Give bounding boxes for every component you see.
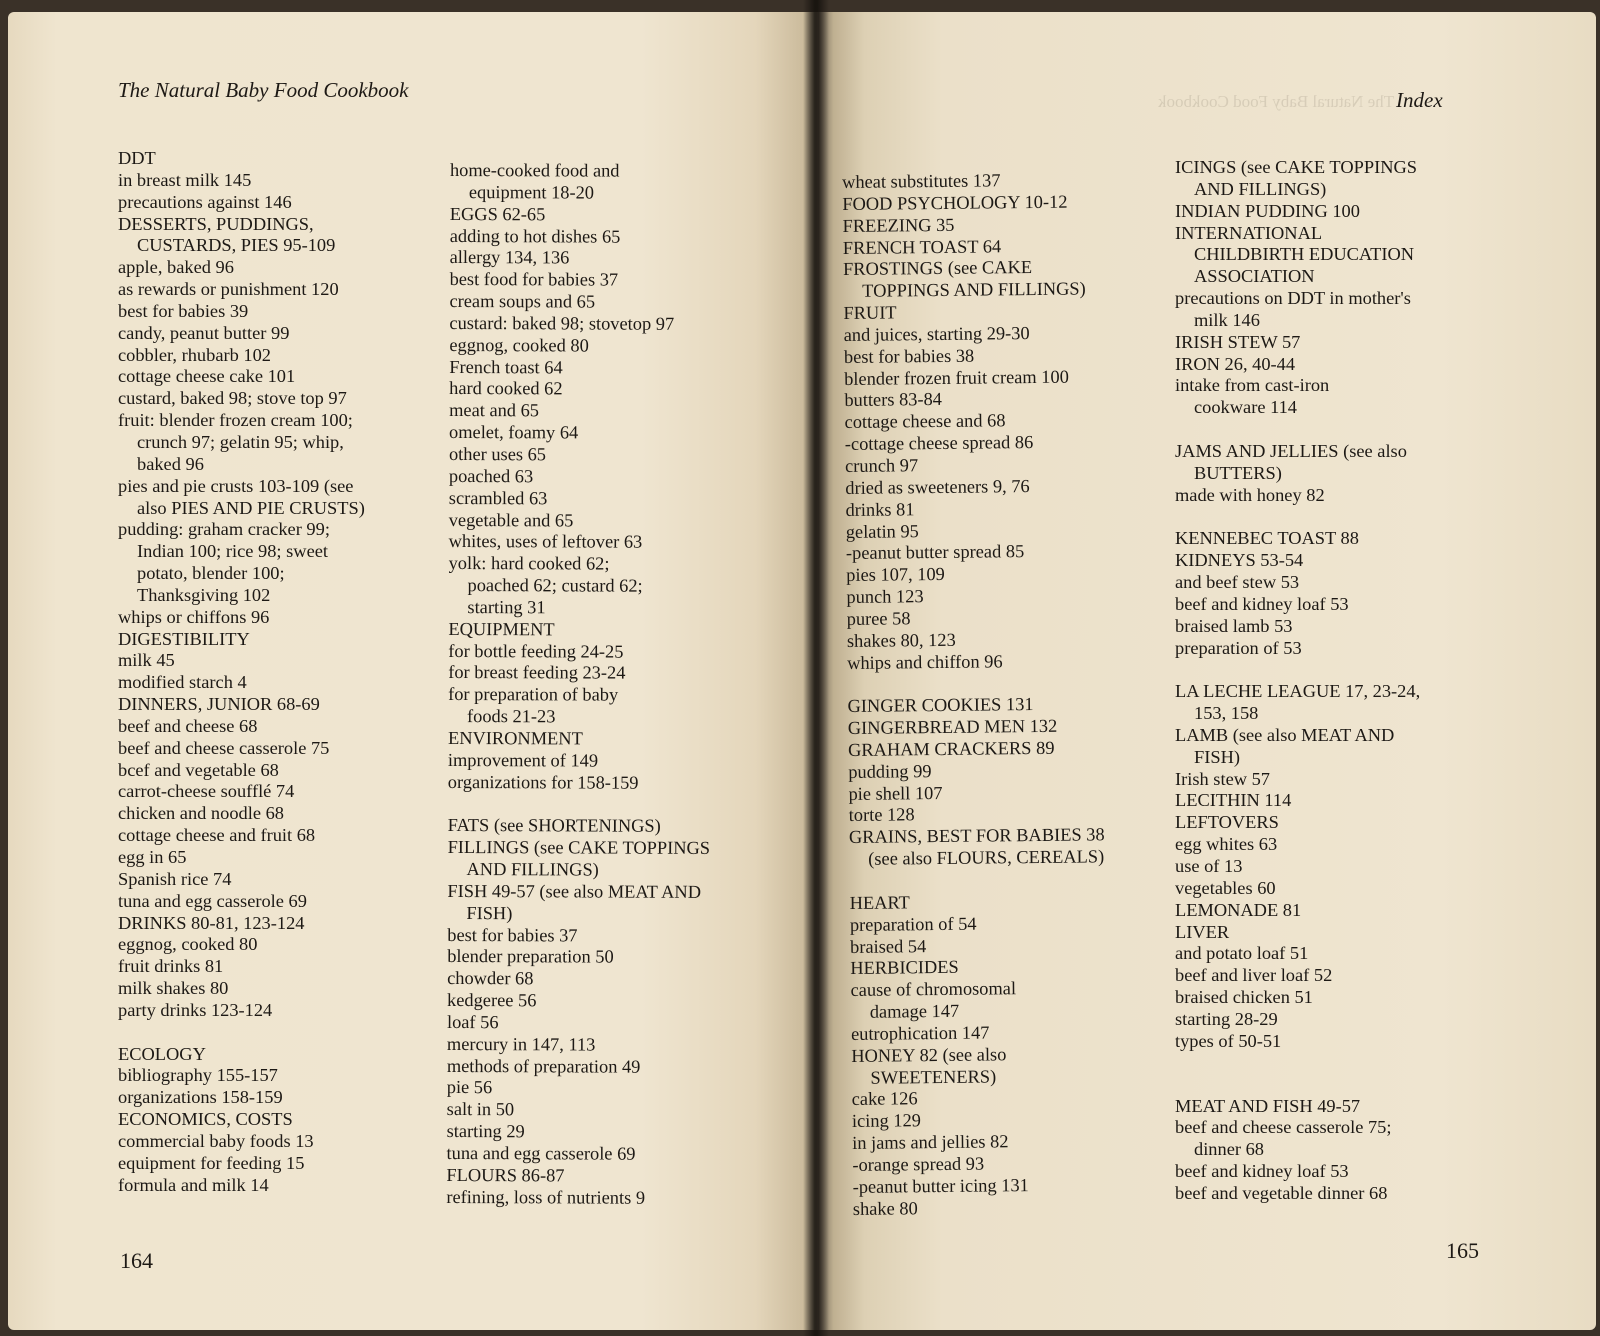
- index-entry: organizations 158-159: [118, 1087, 283, 1108]
- index-entry: salt in 50: [446, 1099, 515, 1120]
- index-entry: blender frozen fruit cream 100: [844, 366, 1069, 389]
- index-entry: MEAT AND FISH 49-57: [1175, 1095, 1361, 1116]
- index-entry: HERBICIDES: [850, 957, 959, 979]
- index-entry: LIVER: [1175, 921, 1230, 942]
- index-entry: preparation of 54: [849, 913, 977, 935]
- index-entry: starting 28-29: [1175, 1008, 1278, 1029]
- index-entry: beef and kidney loaf 53: [1175, 1161, 1349, 1182]
- index-entry: shakes 80, 123: [846, 629, 956, 651]
- index-entry: DRINKS 80-81, 123-124: [118, 912, 305, 933]
- index-entry: -orange spread 93: [852, 1153, 985, 1175]
- index-entry: in breast milk 145: [118, 169, 252, 190]
- index-entry: GRAHAM CRACKERS 89: [847, 737, 1055, 760]
- index-entry: dinner 68: [1194, 1139, 1264, 1160]
- index-entry: DESSERTS, PUDDINGS,: [118, 213, 314, 234]
- index-entry: HONEY 82 (see also: [851, 1044, 1007, 1066]
- index-entry: FILLINGS (see CAKE TOPPINGS: [447, 837, 711, 859]
- index-entry: ASSOCIATION: [1194, 266, 1315, 287]
- index-entry: mercury in 147, 113: [446, 1033, 596, 1055]
- index-entry: Indian 100; rice 98; sweet: [137, 541, 329, 562]
- index-entry: cottage cheese and fruit 68: [118, 825, 316, 846]
- index-entry: FISH): [1194, 746, 1240, 767]
- index-entry: French toast 64: [449, 356, 563, 377]
- index-entry: yolk: hard cooked 62;: [448, 553, 610, 574]
- index-entry: crunch 97: [844, 455, 919, 476]
- index-entry: pies and pie crusts 103-109 (see: [118, 475, 354, 496]
- index-entry: INDIAN PUDDING 100: [1175, 200, 1360, 221]
- index-entry: FATS (see SHORTENINGS): [447, 815, 661, 837]
- left-page: [8, 12, 820, 1330]
- index-entry: cottage cheese and 68: [844, 410, 1006, 433]
- index-entry: LEFTOVERS: [1175, 812, 1279, 833]
- index-entry: whips or chiffons 96: [118, 606, 270, 627]
- index-entry: FRENCH TOAST 64: [842, 235, 1002, 258]
- index-entry: chowder 68: [447, 968, 534, 989]
- index-entry: loaf 56: [446, 1011, 499, 1033]
- index-entry: cottage cheese cake 101: [118, 366, 296, 387]
- index-entry: formula and milk 14: [118, 1174, 269, 1195]
- index-entry: KIDNEYS 53-54: [1175, 550, 1304, 571]
- index-entry: preparation of 53: [1175, 637, 1302, 658]
- page-number-left: 164: [120, 1248, 153, 1273]
- index-entry: beef and cheese 68: [118, 715, 258, 736]
- index-entry: braised chicken 51: [1175, 987, 1313, 1008]
- index-entry: butters 83-84: [844, 389, 943, 411]
- index-entry: Spanish rice 74: [118, 868, 232, 889]
- index-entry: custard: baked 98; stovetop 97: [449, 312, 675, 334]
- index-entry: IRISH STEW 57: [1175, 331, 1301, 352]
- index-entry: drinks 81: [845, 498, 915, 520]
- index-entry: cookware 114: [1194, 397, 1297, 418]
- index-entry: -cottage cheese spread 86: [844, 432, 1034, 455]
- index-entry: pies 107, 109: [846, 564, 945, 586]
- index-entry: (see also FLOURS, CEREALS): [868, 846, 1105, 869]
- index-entry: BUTTERS): [1194, 462, 1282, 483]
- index-entry: home-cooked food and: [449, 160, 620, 181]
- index-entry: equipment 18-20: [468, 181, 595, 203]
- index-entry: milk shakes 80: [118, 978, 229, 999]
- index-entry: FREEZING 35: [842, 214, 955, 236]
- index-entry: chicken and noodle 68: [118, 803, 284, 824]
- index-entry: meat and 65: [449, 400, 540, 421]
- index-entry: methods of preparation 49: [446, 1055, 641, 1077]
- index-entry: beef and liver loaf 52: [1175, 965, 1333, 986]
- index-entry: beef and cheese casserole 75;: [1175, 1117, 1392, 1138]
- index-entry: starting 29: [446, 1121, 525, 1142]
- index-entry: use of 13: [1175, 856, 1243, 876]
- index-entry: FROSTINGS (see CAKE: [842, 257, 1033, 280]
- index-entry: FISH): [466, 902, 513, 923]
- index-entry: fruit: blender frozen cream 100;: [118, 410, 353, 431]
- index-entry: DDT: [118, 148, 156, 168]
- index-entry: party drinks 123-124: [118, 999, 273, 1020]
- index-entry: DIGESTIBILITY: [118, 628, 250, 649]
- index-entry: commercial baby foods 13: [118, 1130, 314, 1151]
- index-column-1: [118, 148, 365, 1197]
- index-entry: egg whites 63: [1175, 834, 1278, 855]
- index-entry: and potato loaf 51: [1175, 943, 1309, 964]
- index-entry: baked 96: [137, 453, 204, 474]
- index-entry: GINGERBREAD MEN 132: [847, 715, 1058, 739]
- index-entry: wheat substitutes 137: [842, 170, 1001, 192]
- index-entry: 153, 158: [1194, 703, 1259, 724]
- right-page: [818, 12, 1596, 1330]
- index-entry: best for babies 38: [843, 345, 975, 367]
- index-entry: puree 58: [846, 608, 911, 629]
- index-entry: crunch 97; gelatin 95; whip,: [137, 431, 344, 452]
- index-entry: candy, peanut butter 99: [118, 322, 290, 343]
- index-entry: braised lamb 53: [1175, 615, 1293, 636]
- index-entry: TOPPINGS AND FILLINGS): [862, 278, 1086, 302]
- index-entry: egg in 65: [118, 847, 187, 867]
- index-entry: DINNERS, JUNIOR 68-69: [118, 694, 320, 715]
- index-entry: milk 45: [118, 650, 175, 671]
- index-entry: blender preparation 50: [447, 946, 614, 967]
- index-entry: poached 63: [448, 465, 534, 487]
- running-head-right: Index: [1396, 88, 1443, 112]
- index-entry: ECONOMICS, COSTS: [118, 1109, 293, 1130]
- running-head-left: The Natural Baby Food Cookbook: [118, 78, 409, 102]
- index-entry: eggnog, cooked 80: [118, 934, 258, 955]
- index-entry: pudding 99: [848, 760, 932, 782]
- index-entry: pie shell 107: [848, 782, 943, 804]
- index-entry: GRAINS, BEST FOR BABIES 38: [848, 824, 1105, 848]
- index-entry: cream soups and 65: [449, 291, 596, 312]
- index-entry: JAMS AND JELLIES (see also: [1175, 440, 1407, 461]
- index-entry: pie 56: [446, 1077, 493, 1098]
- index-entry: whips and chiffon 96: [847, 650, 1003, 673]
- index-entry: scrambled 63: [448, 487, 548, 508]
- index-entry: -peanut butter icing 131: [852, 1174, 1029, 1197]
- index-entry: intake from cast-iron: [1175, 375, 1330, 396]
- index-entry: vegetables 60: [1175, 877, 1276, 898]
- index-entry: best for babies 37: [447, 924, 578, 945]
- page-number-right: 165: [1446, 1238, 1479, 1263]
- index-entry: also PIES AND PIE CRUSTS): [137, 497, 365, 518]
- index-entry: improvement of 149: [447, 749, 599, 771]
- index-entry: and beef stew 53: [1175, 572, 1300, 593]
- index-entry: poached 62; custard 62;: [467, 575, 643, 596]
- index-entry: HEART: [849, 892, 910, 913]
- index-entry: cobbler, rhubarb 102: [118, 344, 271, 365]
- index-entry: torte 128: [848, 804, 915, 826]
- index-entry: in jams and jellies 82: [852, 1131, 1009, 1154]
- index-entry: LAMB (see also MEAT AND: [1175, 724, 1395, 745]
- index-entry: CUSTARDS, PIES 95-109: [137, 235, 336, 256]
- index-entry: precautions against 146: [118, 191, 292, 212]
- index-entry: custard, baked 98; stove top 97: [118, 388, 347, 409]
- index-entry: LEMONADE 81: [1175, 899, 1302, 920]
- index-entry: punch 123: [846, 586, 924, 608]
- index-entry: bcef and vegetable 68: [118, 759, 279, 780]
- index-entry: modified starch 4: [118, 672, 247, 693]
- index-entry: adding to hot dishes 65: [449, 225, 621, 247]
- index-entry: eutrophication 147: [850, 1022, 990, 1044]
- index-entry: beef and vegetable dinner 68: [1175, 1182, 1388, 1203]
- index-entry: precautions on DDT in mother's: [1175, 288, 1411, 309]
- index-entry: tuna and egg casserole 69: [118, 890, 307, 911]
- index-entry: best food for babies 37: [449, 269, 619, 290]
- index-entry: gelatin 95: [845, 520, 919, 542]
- index-entry: made with honey 82: [1175, 484, 1325, 505]
- index-entry: shake 80: [852, 1197, 918, 1219]
- index-entry: fruit drinks 81: [118, 956, 224, 977]
- index-entry: FISH 49-57 (see also MEAT AND: [447, 880, 702, 902]
- index-entry: damage 147: [869, 1000, 960, 1022]
- index-column-4: [1175, 157, 1420, 1205]
- index-entry: milk 146: [1194, 309, 1260, 330]
- index-entry: Thanksgiving 102: [137, 584, 271, 605]
- index-entry: for breast feeding 23-24: [448, 662, 626, 684]
- index-entry: tuna and egg casserole 69: [446, 1142, 636, 1164]
- index-entry: Irish stew 57: [1175, 768, 1271, 789]
- index-entry: AND FILLINGS): [466, 859, 599, 880]
- index-entry: beef and cheese casserole 75: [118, 737, 330, 758]
- index-entry: KENNEBEC TOAST 88: [1175, 528, 1359, 549]
- index-entry: LA LECHE LEAGUE 17, 23-24,: [1175, 681, 1421, 702]
- index-entry: equipment for feeding 15: [118, 1152, 305, 1173]
- index-entry: vegetable and 65: [448, 509, 574, 530]
- index-entry: kedgeree 56: [447, 990, 537, 1011]
- index-entry: FOOD PSYCHOLOGY 10-12: [842, 191, 1068, 214]
- index-entry: icing 129: [851, 1110, 922, 1132]
- index-entry: FRUIT: [843, 302, 897, 324]
- index-entry: potato, blender 100;: [137, 563, 285, 584]
- index-entry: carrot-cheese soufflé 74: [118, 781, 295, 802]
- index-entry: EGGS 62-65: [449, 203, 546, 225]
- index-entry: braised 54: [850, 935, 927, 957]
- index-entry: and juices, starting 29-30: [843, 322, 1030, 345]
- index-entry: GINGER COOKIES 131: [847, 694, 1034, 717]
- index-entry: cake 126: [851, 1088, 918, 1110]
- index-entry: CHILDBIRTH EDUCATION: [1194, 244, 1415, 265]
- index-entry: organizations for 158-159: [447, 771, 639, 793]
- index-entry: IRON 26, 40-44: [1175, 353, 1296, 374]
- index-entry: ENVIRONMENT: [447, 727, 583, 749]
- index-entry: AND FILLINGS): [1194, 178, 1327, 199]
- index-entry: ECOLOGY: [118, 1043, 206, 1064]
- index-entry: whites, uses of leftover 63: [448, 531, 643, 553]
- index-entry: bibliography 155-157: [118, 1065, 278, 1086]
- index-entry: omelet, foamy 64: [449, 422, 579, 443]
- index-entry: -peanut butter spread 85: [845, 541, 1025, 564]
- index-entry: allergy 134, 136: [449, 247, 570, 268]
- index-entry: INTERNATIONAL: [1175, 222, 1323, 243]
- index-entry: ICINGS (see CAKE TOPPINGS: [1175, 157, 1417, 177]
- index-entry: pudding: graham cracker 99;: [118, 519, 330, 540]
- index-entry: other uses 65: [448, 443, 547, 465]
- index-entry: cause of chromosomal: [850, 978, 1017, 1001]
- index-entry: for bottle feeding 24-25: [448, 640, 624, 662]
- index-entry: SWEETENERS): [870, 1066, 997, 1088]
- index-entry: eggnog, cooked 80: [449, 334, 589, 356]
- index-entry: starting 31: [467, 596, 546, 618]
- index-entry: beef and kidney loaf 53: [1175, 593, 1349, 614]
- index-entry: for preparation of baby: [448, 684, 619, 705]
- index-entry: refining, loss of nutrients 9: [446, 1186, 646, 1208]
- index-entry: FLOURS 86-87: [446, 1164, 565, 1186]
- show-through-text: The Natural Baby Food Cookbook: [1158, 92, 1395, 111]
- index-column-2: [446, 160, 712, 1209]
- index-entry: best for babies 39: [118, 300, 249, 321]
- index-entry: EQUIPMENT: [448, 618, 555, 640]
- index-entry: hard cooked 62: [449, 378, 563, 399]
- index-entry: types of 50-51: [1175, 1030, 1282, 1051]
- index-entry: dried as sweeteners 9, 76: [845, 475, 1030, 498]
- index-entry: foods 21-23: [467, 706, 556, 727]
- index-entry: as rewards or punishment 120: [118, 279, 339, 300]
- index-entry: LECITHIN 114: [1175, 790, 1292, 811]
- index-entry: apple, baked 96: [118, 257, 234, 278]
- index-column-3: [842, 169, 1109, 1220]
